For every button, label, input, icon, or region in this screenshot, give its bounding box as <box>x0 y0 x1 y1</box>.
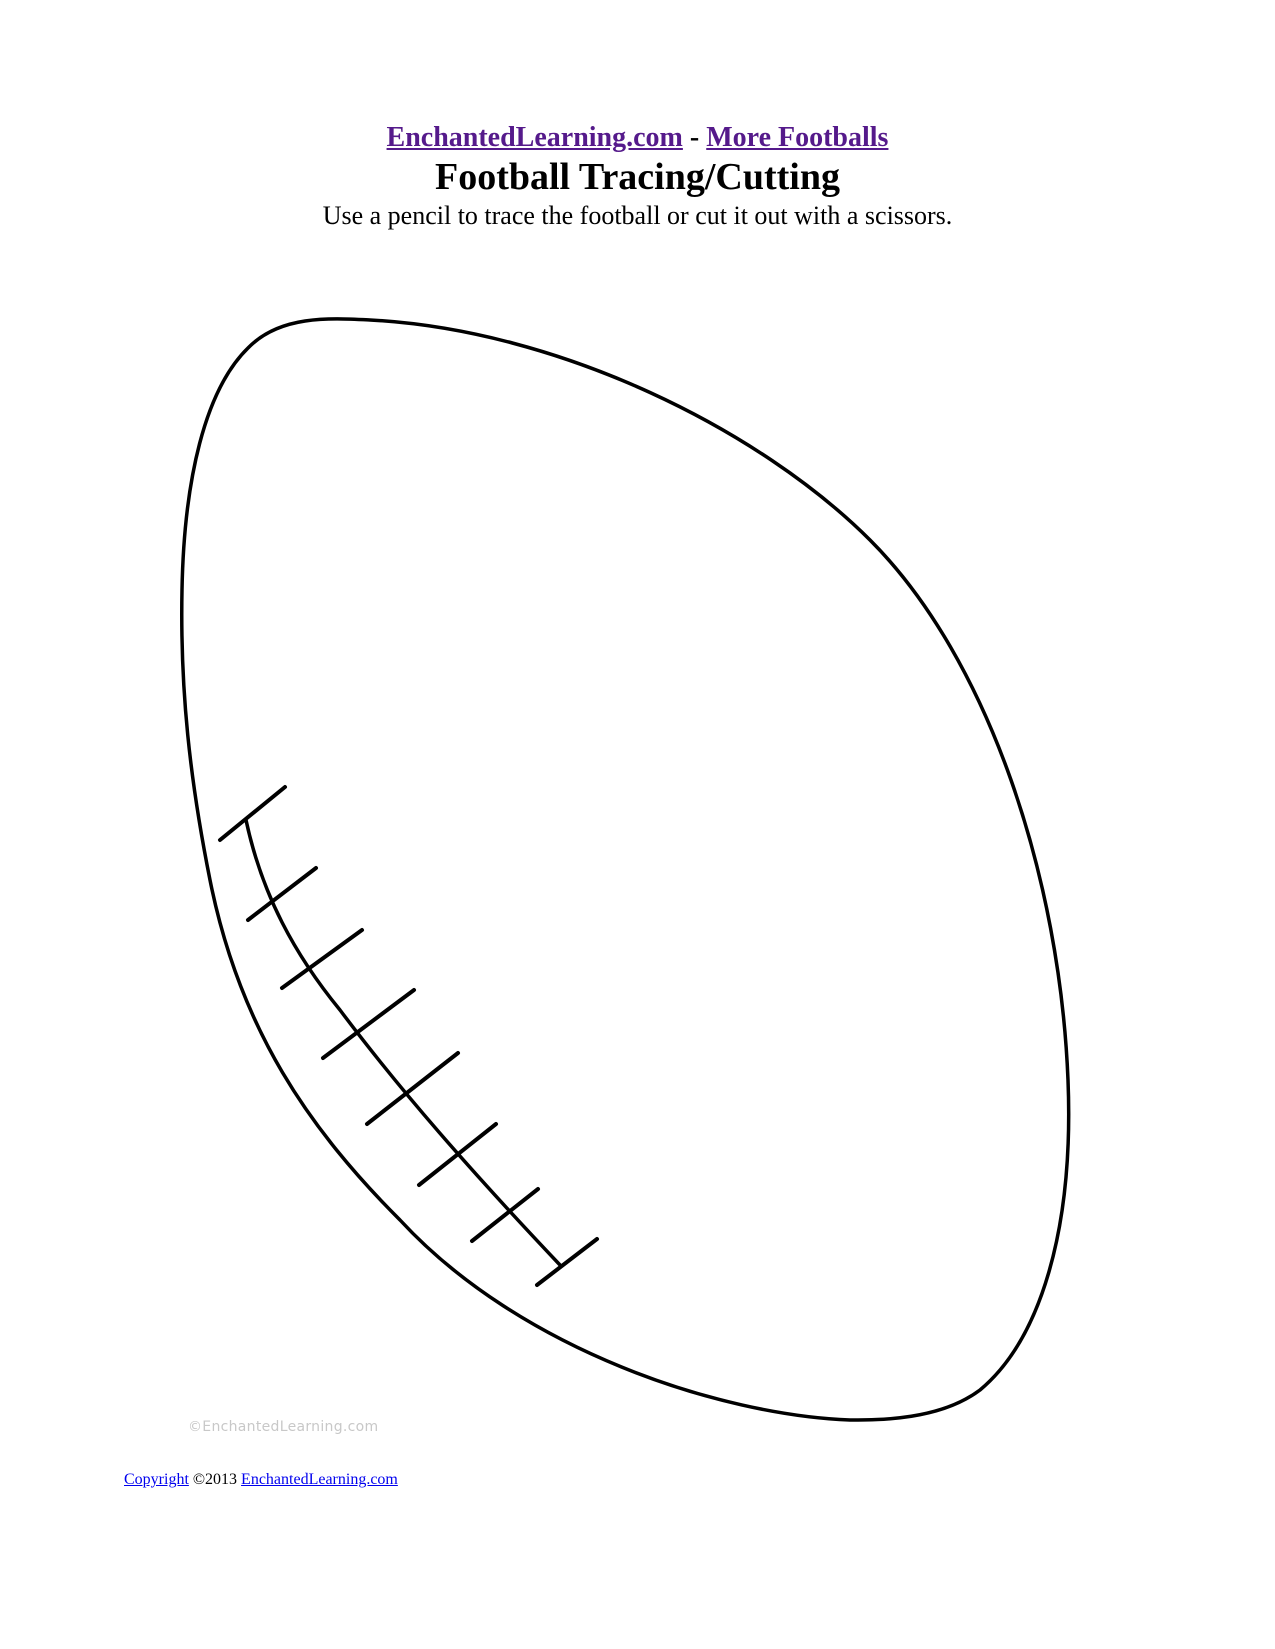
watermark-text: ©EnchantedLearning.com <box>188 1419 379 1435</box>
lace-stitch <box>248 868 316 920</box>
lace-stitch <box>282 930 362 988</box>
lace-stitch <box>419 1124 496 1185</box>
instructions-text: Use a pencil to trace the football or cut it out with a scissors. <box>322 201 953 230</box>
footer-site-link[interactable]: EnchantedLearning.com <box>241 1471 398 1488</box>
more-footballs-link[interactable]: More Footballs <box>706 122 889 153</box>
football-laces <box>220 787 597 1285</box>
lace-stitch <box>220 787 285 840</box>
lace-stitch <box>537 1239 597 1285</box>
copyright-link[interactable]: Copyright <box>124 1471 189 1488</box>
site-home-link[interactable]: EnchantedLearning.com <box>386 122 683 153</box>
page-title: Football Tracing/Cutting <box>434 156 840 198</box>
page-footer <box>124 1470 398 1490</box>
nav-separator: - <box>689 122 700 153</box>
copyright-year: ©2013 <box>192 1471 238 1488</box>
